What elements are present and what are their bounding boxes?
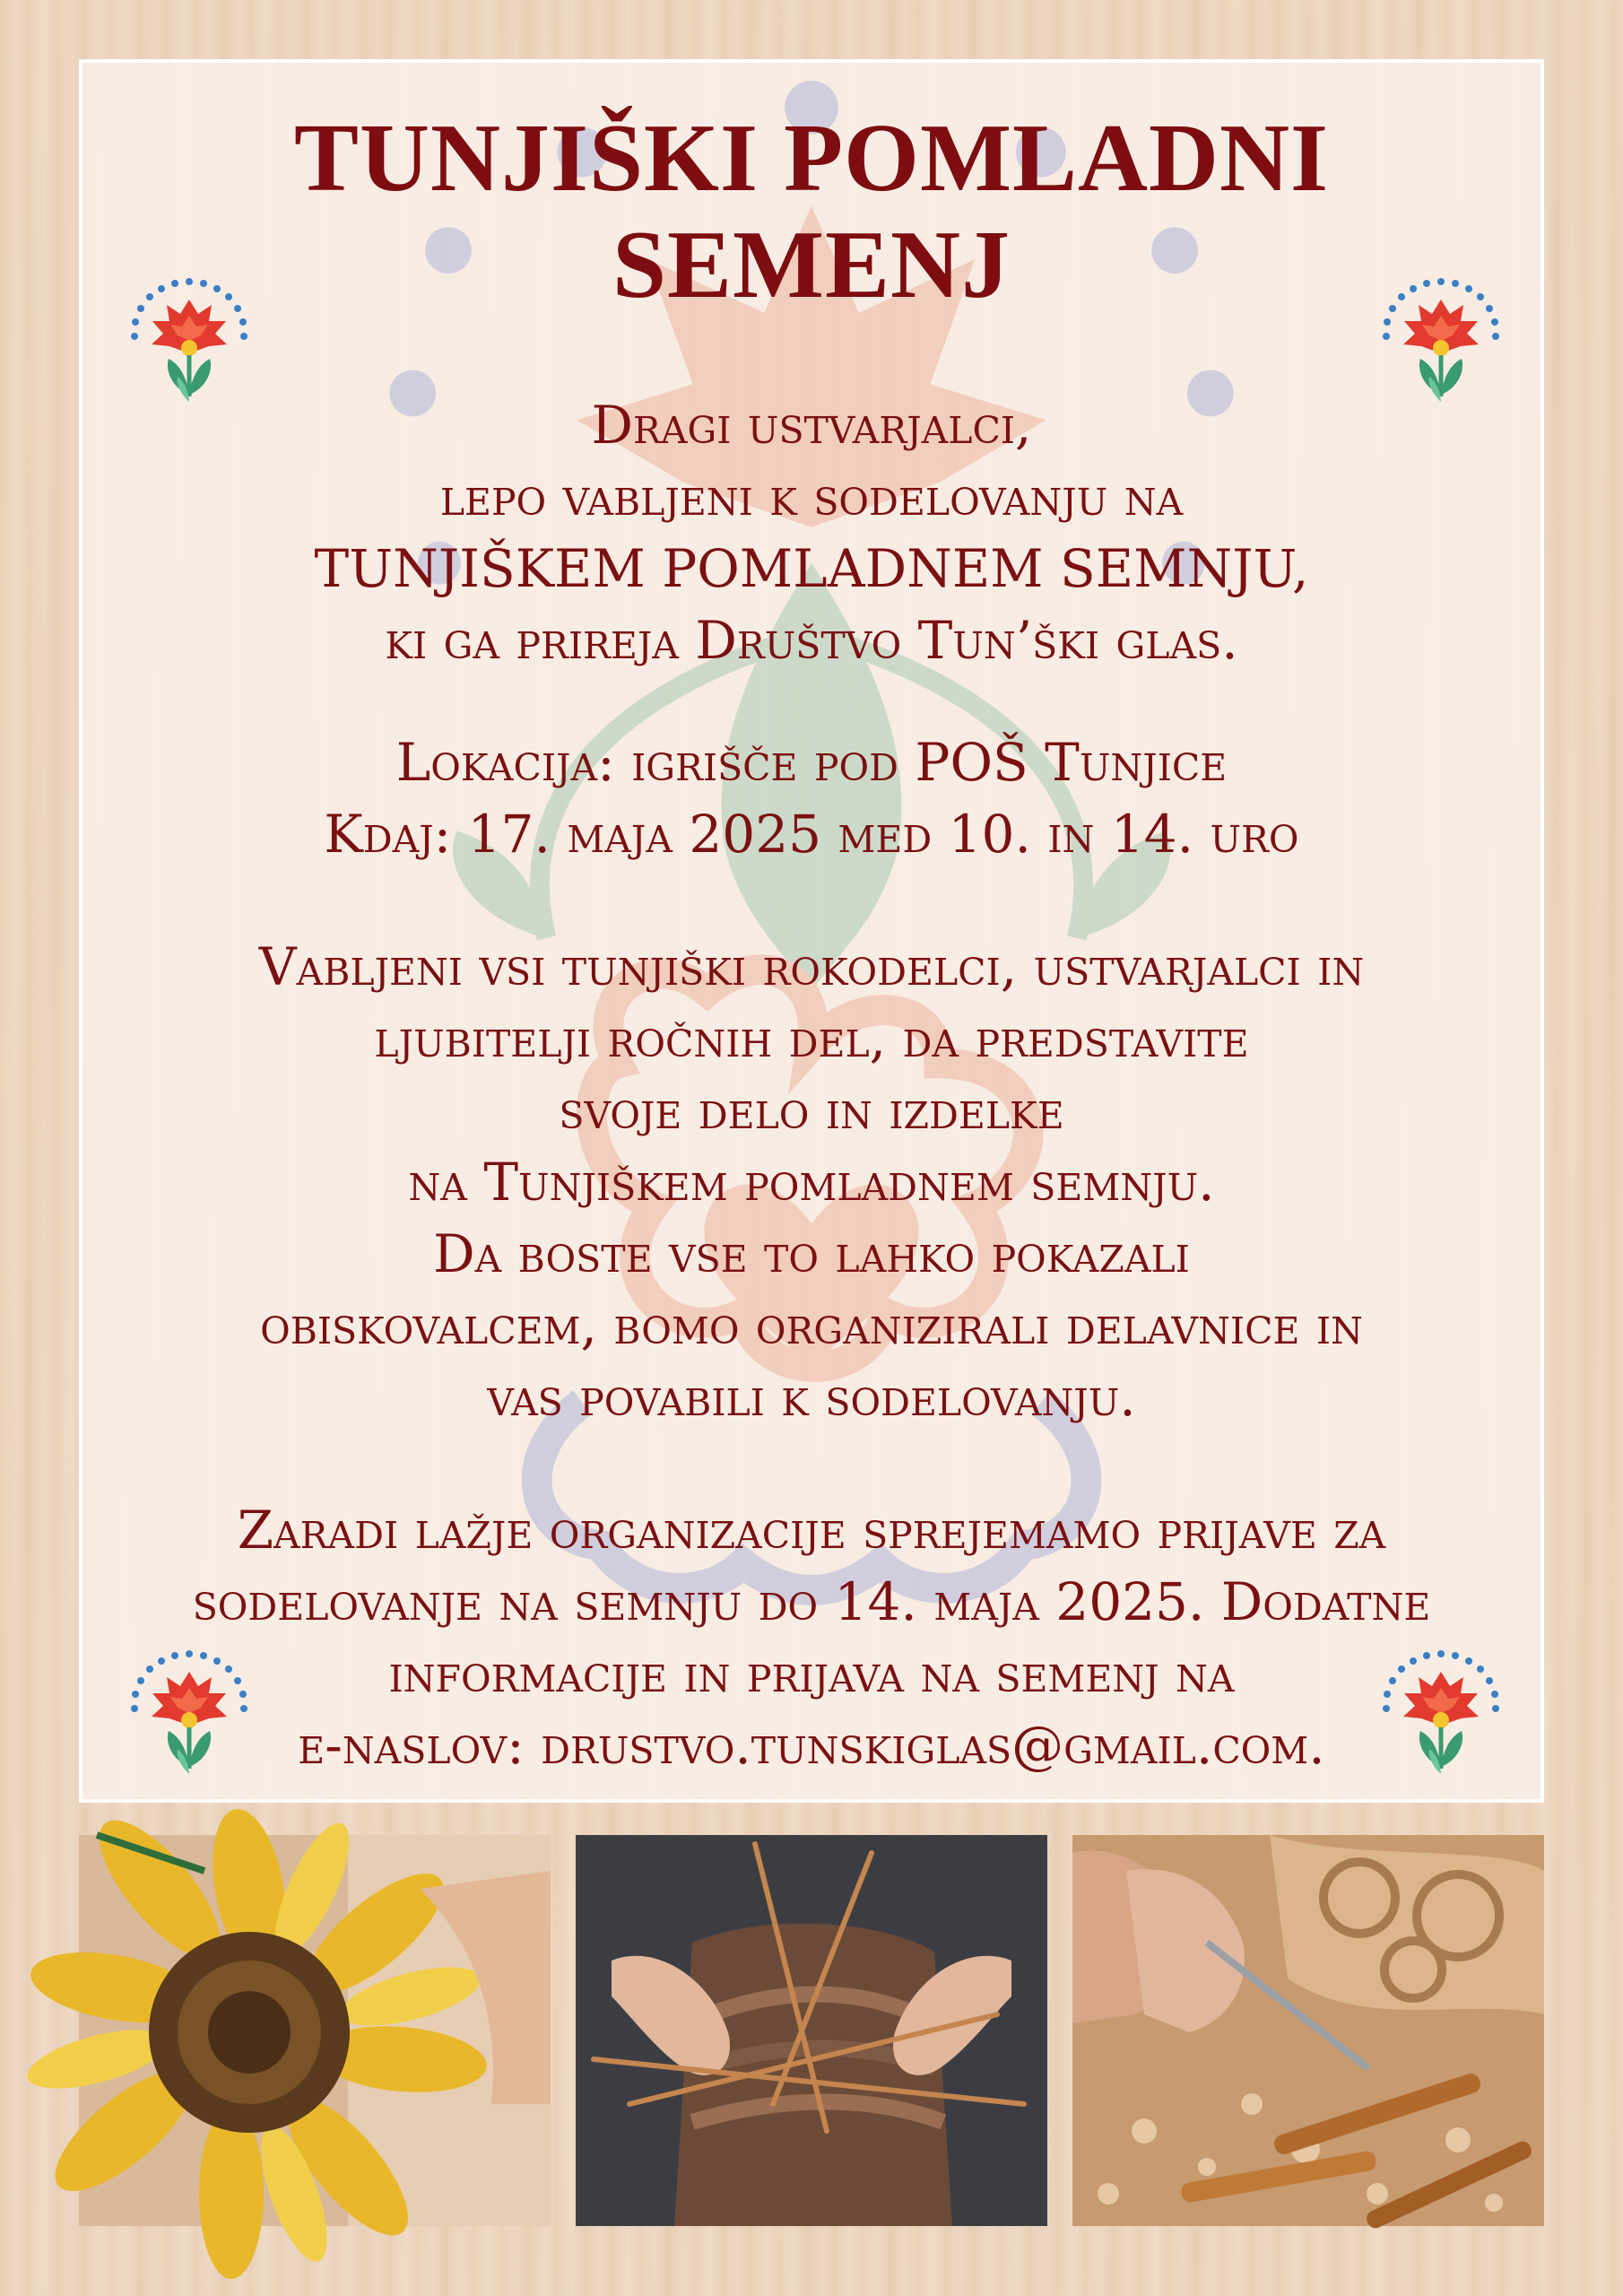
invitation-line: vas povabili k sodelovanju. [487, 1366, 1136, 1428]
registration-line: Zaradi lažje organizacije sprejemamo prijave za [237, 1499, 1386, 1561]
invitation-text [82, 106, 1541, 1894]
photo-strip [79, 1835, 1544, 2226]
invitation-paragraph [82, 931, 1541, 1433]
invitation-line: Da boste vse to lahko pokazali [433, 1222, 1190, 1284]
intro-greeting [82, 389, 1541, 676]
invitation-panel [79, 59, 1544, 1803]
intro-line: lepo vabljeni k sodelovanju na [439, 465, 1184, 527]
registration-line: sodelovanje na semnju do 14. maja 2025. Dodatne [192, 1570, 1431, 1632]
invitation-line: ljubitelji ročnih del, da predstavite [374, 1007, 1249, 1069]
intro-line: TUNJIŠKEM POMLADNEM SEMNJU, [314, 537, 1309, 599]
registration-line: informacije in prijava na semenj na [388, 1642, 1235, 1704]
knitting-photo [576, 1835, 1047, 2226]
intro-line: ki ga prireja Društvo Tun’ški glas. [385, 609, 1238, 671]
intro-line: Dragi ustvarjalci, [591, 394, 1032, 456]
location-line: Lokacija: igrišče pod POŠ Tunjice [395, 731, 1228, 793]
invitation-line: obiskovalcem, bomo organizirali delavnice in [260, 1294, 1363, 1356]
date-time-line: Kdaj: 17. maja 2025 med 10. in 14. uro [324, 803, 1299, 865]
invitation-line: Vabljeni vsi tunjiški rokodelci, ustvarjalci in [258, 935, 1365, 997]
registration-paragraph [82, 1494, 1541, 1781]
sunflower-craft-photo [79, 1835, 551, 2226]
invitation-line: svoje delo in izdelke [559, 1079, 1064, 1141]
event-details [82, 726, 1541, 870]
wood-carving-photo [1072, 1835, 1544, 2226]
invitation-line: na Tunjiškem pomladnem semnju. [408, 1151, 1215, 1213]
page-title: TUNJIŠKI POMLADNI SEMENJ [293, 105, 1330, 318]
email-line: e-naslov: drustvo.tunskiglas@gmail.com. [298, 1714, 1325, 1776]
